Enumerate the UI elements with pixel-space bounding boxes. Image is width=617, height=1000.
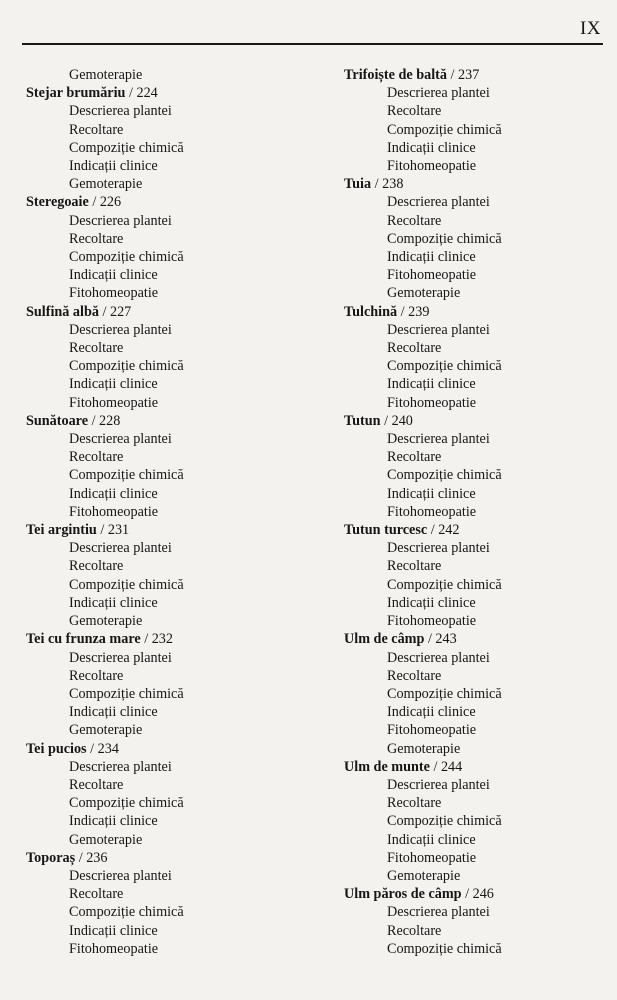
plant-heading [26, 849, 286, 867]
section-subitem: Indicații clinice [69, 485, 158, 502]
section-subitem: Fitohomeopatie [387, 849, 477, 866]
toc-entry [26, 303, 286, 412]
plant-name: Tei argintiu [26, 522, 97, 539]
page-reference: / 227 [98, 303, 132, 320]
section-subitem: Compoziție chimică [69, 467, 184, 484]
section-subitem: Indicații clinice [387, 831, 476, 848]
page-reference: / 228 [88, 412, 121, 429]
section-subitem: Indicații clinice [69, 594, 158, 611]
toc-entry [26, 630, 286, 739]
section-subitem: Indicații clinice [69, 813, 158, 830]
toc-entry [26, 521, 286, 630]
section-subitem: Fitohomeopatie [69, 394, 159, 411]
plant-name: Tuia [344, 176, 372, 193]
toc-entry [344, 66, 604, 175]
section-subitem: Indicații clinice [387, 249, 476, 266]
section-subitem: Fitohomeopatie [387, 267, 477, 284]
section-subitem: Recoltare [69, 340, 124, 357]
section-subitem: Descrierea plantei [387, 194, 490, 211]
section-subitem: Descrierea plantei [69, 540, 172, 557]
page-reference: / 239 [397, 303, 430, 320]
plant-heading [26, 303, 286, 321]
section-subitem: Recoltare [387, 449, 442, 466]
plant-heading [344, 885, 604, 903]
plant-heading [26, 521, 286, 539]
plant-name: Trifoiște de baltă [344, 67, 447, 83]
plant-heading [26, 412, 286, 430]
plant-name: Toporaș [26, 849, 76, 866]
plant-name: Tutun [344, 412, 381, 429]
page-number: IX [579, 18, 601, 39]
page-reference: / 237 [446, 67, 480, 83]
section-subitem: Indicații clinice [387, 139, 476, 156]
toc-entry [26, 849, 286, 958]
plant-name: Steregoaie [26, 194, 89, 211]
section-subitem: Compoziție chimică [387, 940, 502, 957]
plant-name: Tutun turcesc [344, 522, 428, 539]
section-subitem: Fitohomeopatie [69, 940, 159, 957]
section-subitem: Fitohomeopatie [69, 503, 159, 520]
page-reference: / 244 [429, 758, 463, 775]
section-subitem: Indicații clinice [387, 376, 476, 393]
section-subitem: Recoltare [69, 121, 124, 138]
section-subitem: Compoziție chimică [387, 121, 502, 138]
section-subitem: Fitohomeopatie [387, 722, 477, 739]
section-subitem: Recoltare [69, 776, 124, 793]
plant-name: Sulfină albă [26, 303, 99, 320]
page-reference: / 238 [371, 176, 404, 193]
page-reference: / 232 [140, 631, 173, 648]
plant-name: Tei cu frunza mare [26, 631, 141, 648]
page-reference: / 240 [380, 412, 413, 429]
toc-entry [344, 412, 604, 521]
plant-heading [26, 740, 286, 758]
page-reference: / 242 [427, 522, 460, 539]
section-subitem: Recoltare [69, 230, 124, 247]
plant-name: Sunătoare [26, 412, 89, 429]
section-subitem: Compoziție chimică [69, 139, 184, 156]
section-subitem: Descrierea plantei [387, 904, 490, 921]
section-subitem: Compoziție chimică [387, 813, 502, 830]
section-subitem: Compoziție chimică [387, 230, 502, 247]
section-subitem: Descrierea plantei [69, 212, 172, 229]
section-subitem: Recoltare [387, 103, 442, 120]
section-subitem: Descrierea plantei [69, 867, 172, 884]
plant-heading [344, 758, 604, 776]
section-subitem: Gemoterapie [387, 740, 461, 757]
section-subitem: Indicații clinice [387, 704, 476, 721]
section-subitem: Compoziție chimică [69, 795, 184, 812]
section-subitem: Compoziție chimică [387, 358, 502, 375]
toc-entry [344, 175, 604, 302]
toc-entry [344, 521, 604, 630]
section-subitem: Indicații clinice [69, 922, 158, 939]
toc-entry [26, 193, 286, 302]
section-subitem: Indicații clinice [69, 267, 158, 284]
section-subitem: Descrierea plantei [69, 649, 172, 666]
section-subitem: Gemoterapie [69, 722, 143, 739]
section-subitem: Recoltare [69, 449, 124, 466]
plant-name: Ulm de câmp [344, 631, 425, 648]
section-subitem: Recoltare [387, 558, 442, 575]
toc-entry [26, 412, 286, 521]
section-subitem: Descrierea plantei [387, 649, 490, 666]
page-reference: / 224 [125, 85, 158, 102]
section-subitem: Descrierea plantei [387, 321, 490, 338]
section-subitem: Indicații clinice [69, 376, 158, 393]
section-subitem: Descrierea plantei [69, 321, 172, 338]
section-subitem: Gemoterapie [69, 176, 143, 193]
section-subitem: Fitohomeopatie [69, 285, 159, 302]
plant-heading [344, 303, 604, 321]
section-subitem: Recoltare [387, 922, 442, 939]
section-subitem: Fitohomeopatie [387, 503, 477, 520]
section-subitem: Indicații clinice [387, 594, 476, 611]
section-subitem: Descrierea plantei [387, 776, 490, 793]
section-subitem: Recoltare [387, 795, 442, 812]
section-subitem: Fitohomeopatie [387, 613, 477, 630]
page-reference: / 236 [75, 849, 108, 866]
plant-heading [26, 193, 286, 211]
section-subitem: Gemoterapie [69, 831, 143, 848]
toc-entry [344, 758, 604, 885]
section-subitem: Compoziție chimică [69, 685, 184, 702]
page-reference: / 231 [96, 522, 130, 539]
toc-entry [344, 303, 604, 412]
toc-entry [344, 885, 604, 958]
section-subitem: Compoziție chimică [387, 685, 502, 702]
plant-heading [344, 66, 604, 84]
carry-over-subitem: Gemoterapie [69, 67, 143, 83]
page-reference: / 226 [88, 194, 122, 211]
section-subitem: Gemoterapie [387, 867, 461, 884]
plant-heading [344, 412, 604, 430]
section-subitem: Recoltare [69, 886, 124, 903]
section-subitem: Gemoterapie [387, 285, 461, 302]
section-subitem: Recoltare [69, 558, 124, 575]
toc-left-column [26, 66, 286, 958]
plant-heading [26, 630, 286, 648]
section-subitem: Recoltare [387, 340, 442, 357]
section-subitem: Indicații clinice [387, 485, 476, 502]
plant-name: Ulm de munte [344, 758, 430, 775]
plant-heading [344, 521, 604, 539]
toc-right-column [344, 66, 604, 958]
header-rule [22, 43, 603, 45]
section-subitem: Recoltare [387, 667, 442, 684]
section-subitem: Compoziție chimică [387, 467, 502, 484]
page-reference: / 243 [424, 631, 457, 648]
page-reference: / 234 [86, 740, 119, 757]
plant-name: Ulm păros de câmp [344, 886, 462, 903]
plant-name: Tulchină [344, 303, 398, 320]
plant-heading [26, 84, 286, 102]
section-subitem: Compoziție chimică [69, 358, 184, 375]
section-subitem: Fitohomeopatie [387, 158, 477, 175]
plant-name: Stejar brumăriu [26, 85, 126, 102]
toc-entry [26, 84, 286, 193]
section-subitem: Fitohomeopatie [387, 394, 477, 411]
plant-name: Tei pucios [26, 740, 87, 757]
section-subitem: Compoziție chimică [69, 576, 184, 593]
section-subitem: Descrierea plantei [387, 431, 490, 448]
section-subitem: Gemoterapie [69, 613, 143, 630]
section-subitem: Indicații clinice [69, 704, 158, 721]
plant-heading [344, 175, 604, 193]
section-subitem: Recoltare [69, 667, 124, 684]
section-subitem: Descrierea plantei [69, 758, 172, 775]
section-subitem: Compoziție chimică [69, 904, 184, 921]
plant-heading [344, 630, 604, 648]
toc-entry [344, 630, 604, 757]
toc-entry [26, 740, 286, 849]
section-subitem: Descrierea plantei [69, 431, 172, 448]
page-reference: / 246 [461, 886, 494, 903]
section-subitem: Recoltare [387, 212, 442, 229]
section-subitem: Descrierea plantei [69, 103, 172, 120]
section-subitem: Compoziție chimică [387, 576, 502, 593]
section-subitem: Descrierea plantei [387, 540, 490, 557]
section-subitem: Compoziție chimică [69, 249, 184, 266]
section-subitem: Descrierea plantei [387, 85, 490, 102]
section-subitem: Indicații clinice [69, 158, 158, 175]
